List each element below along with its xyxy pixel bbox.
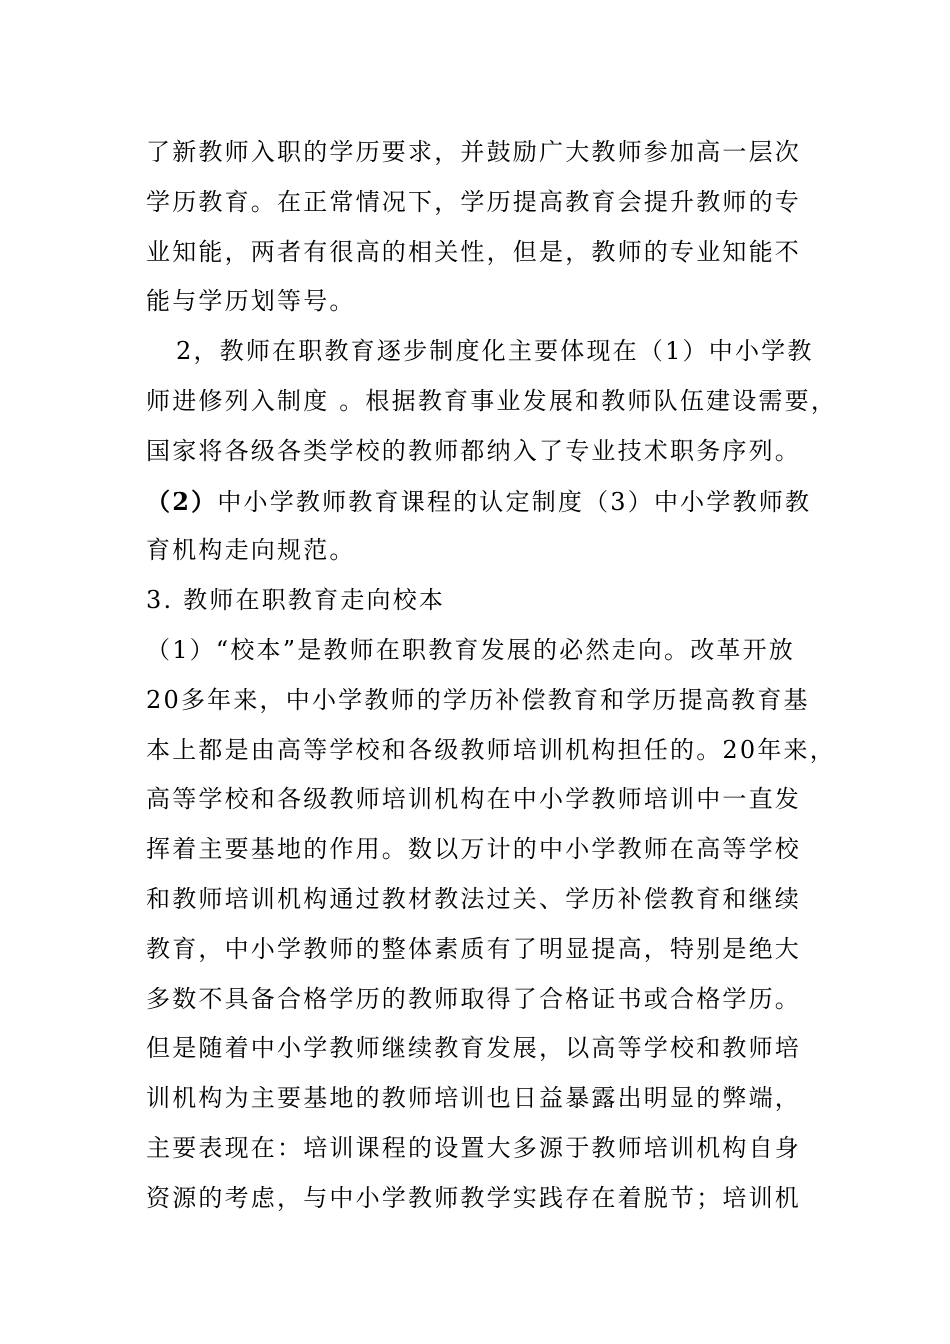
text-line: 学历教育。在正常情况下，学历提高教育会提升教师的专 — [146, 187, 801, 216]
text-line: 高等学校和各级教师培训机构在中小学教师培训中一直发 — [146, 785, 801, 814]
text-line: 资源的考虑，与中小学教师教学实践存在着脱节；培训机 — [146, 1183, 801, 1212]
text-line: 能与学历划等号。 — [146, 287, 356, 316]
body-text — [146, 128, 838, 1224]
text-line: 训机构为主要基地的教师培训也日益暴露出明显的弊端， — [146, 1084, 801, 1113]
text-span: 中小学教师教育课程的认定制度（3）中小学教师教 — [217, 487, 812, 516]
text-line: 主要表现在：培训课程的设置大多源于教师培训机构自身 — [146, 1133, 801, 1162]
text-line: 本上都是由高等学校和各级教师培训机构担任的。20年来， — [146, 735, 836, 764]
text-line: 师进修列入制度 。根据教育事业发展和教师队伍建设需要， — [146, 386, 838, 415]
section-heading: 3. 教师在职教育走向校本 — [146, 586, 446, 615]
text-line: 教育，中小学教师的整体素质有了明显提高，特别是绝大 — [146, 934, 801, 963]
text-line: 和教师培训机构通过教材教法过关、学历补偿教育和继续 — [146, 884, 801, 913]
text-line — [146, 477, 812, 527]
text-line: 育机构走向规范。 — [146, 536, 356, 565]
text-line: 了新教师入职的学历要求，并鼓励广大教师参加高一层次 — [146, 138, 801, 166]
text-line: （1）“校本”是教师在职教育发展的必然走向。改革开放 — [146, 635, 796, 664]
text-line: 但是随着中小学教师继续教育发展，以高等学校和教师培 — [146, 1034, 801, 1063]
text-line: 挥着主要基地的作用。数以万计的中小学教师在高等学校 — [146, 835, 801, 864]
text-line: 20多年来，中小学教师的学历补偿教育和学历提高教育基 — [146, 685, 810, 714]
text-line: 多数不具备合格学历的教师取得了合格证书或合格学历。 — [146, 984, 801, 1013]
text-line: 2，教师在职教育逐步制度化主要体现在（1）中小学教 — [176, 337, 814, 366]
text-line: 国家将各级各类学校的教师都纳入了专业技术职务序列。 — [146, 436, 801, 465]
text-line: 业知能，两者有很高的相关性，但是，教师的专业知能不 — [146, 237, 801, 266]
list-marker: （2） — [146, 486, 218, 516]
